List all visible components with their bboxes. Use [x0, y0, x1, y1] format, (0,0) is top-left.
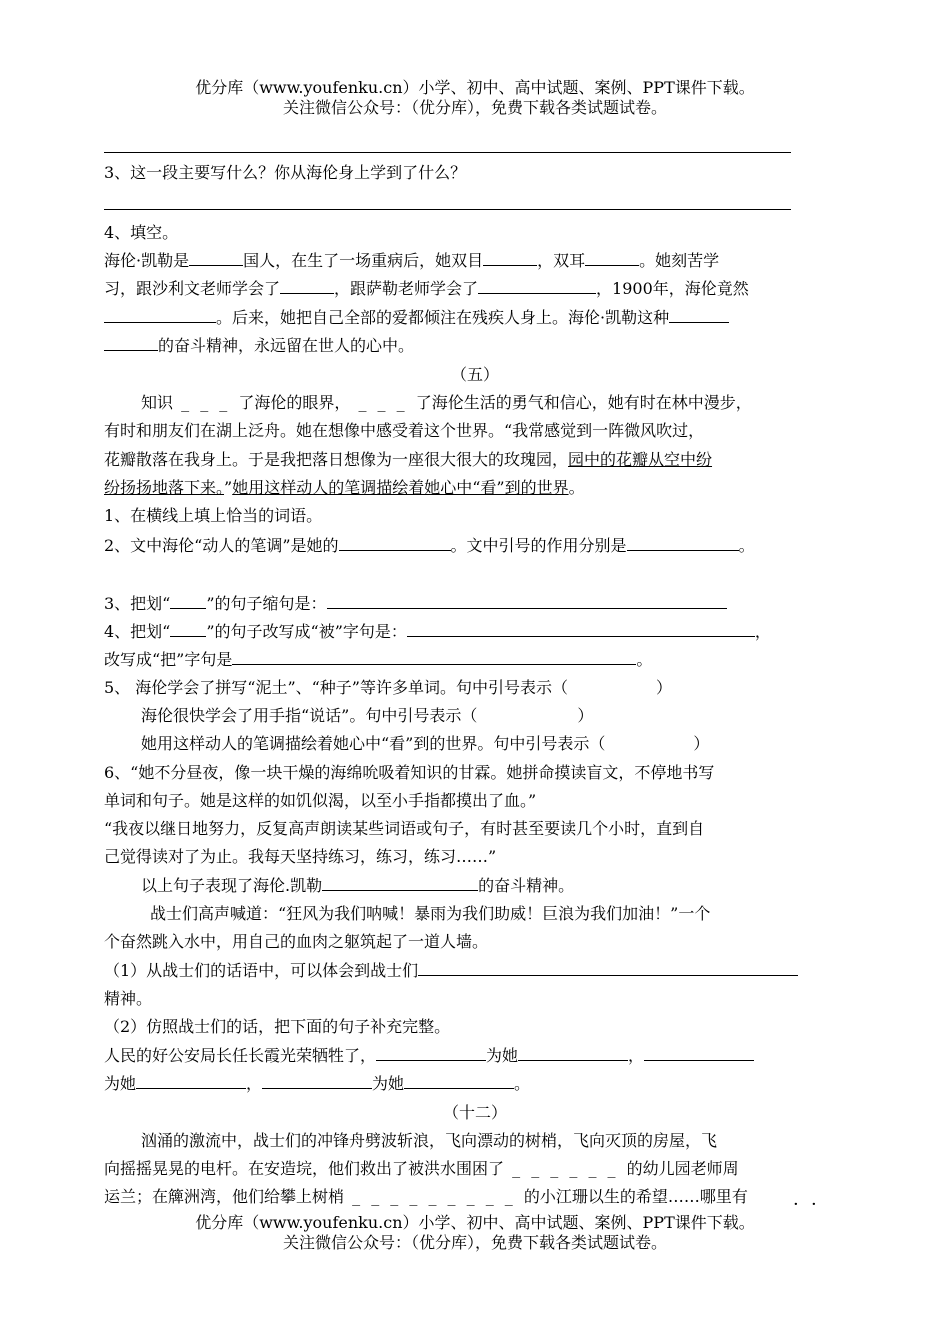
blank — [170, 592, 206, 609]
answer-line — [104, 209, 791, 210]
emphasis-dot: · — [811, 1194, 817, 1215]
question-5-line-2: 海伦很快学会了用手指“说话”。句中引号表示（ ） — [141, 706, 594, 725]
fill-line-3: 。后来，她把自己全部的爱都倾注在残疾人身上。海伦·凯勒这种 — [104, 305, 850, 331]
blank — [262, 1072, 372, 1089]
section-5-heading: （五） — [450, 365, 499, 384]
blank — [669, 306, 729, 323]
blank — [483, 249, 537, 266]
question-4-title: 4、填空。 — [104, 223, 179, 242]
blank — [407, 620, 755, 637]
blank — [136, 1072, 246, 1089]
passage-line: 战士们高声喊道：“狂风为我们呐喊！暴雨为我们助威！巨浪为我们加油！”一个 — [150, 904, 711, 923]
dash-blank: _ _ _ _ _ _ _ _ _ — [344, 1187, 524, 1206]
blank — [478, 277, 596, 294]
blank — [232, 648, 636, 665]
blank — [376, 1044, 486, 1061]
passage-line: 知识 _ _ _ 了海伦的眼界， _ _ _ 了海伦生活的勇气和信心，她有时在林中漫步， — [141, 393, 752, 412]
passage-line: 向摇摇晃晃的电杆。在安造垸，他们救出了被洪水围困了 _ _ _ _ _ _ 的幼儿园老师周 — [104, 1159, 739, 1178]
blank — [418, 959, 798, 976]
question-1: （1）从战士们的话语中，可以体会到战士们 — [104, 958, 850, 984]
passage-line: 运兰；在簰洲湾，他们给攀上树梢 _ _ _ _ _ _ _ _ _ 的小江珊以生的希望……哪里有 — [104, 1187, 748, 1206]
question-6-line: 以上句子表现了海伦.凯勒 的奋斗精神。 — [141, 876, 575, 895]
passage-line: 纷扬扬地落下来。”她用这样动人的笔调描绘着她心中“看”到的世界。 — [104, 478, 585, 497]
dash-blank: _ _ _ — [173, 393, 239, 412]
footer-line-2: 关注微信公众号：（优分库），免费下载各类试题试卷。 — [282, 1233, 667, 1252]
blank — [189, 249, 243, 266]
blank — [644, 1044, 754, 1061]
blank — [339, 534, 451, 551]
blank — [627, 534, 739, 551]
question-6-line: 己觉得读对了为止。我每天坚持练习，练习，练习……” — [104, 847, 497, 866]
completion-line-1: 人民的好公安局长任长霞光荣牺牲了， 为她 ， — [104, 1043, 850, 1069]
blank — [104, 306, 216, 323]
blank — [280, 277, 334, 294]
passage-line: 个奋然跳入水中，用自己的血肉之躯筑起了一道人墙。 — [104, 932, 489, 951]
question-6-line: 单词和句子。她是这样的如饥似渴，以至小手指都摸出了血。” — [104, 791, 537, 810]
footer-line-1: 优分库（www.youfenku.cn）小学、初中、高中试题、案例、PPT课件下载。 — [195, 1213, 755, 1232]
answer-line — [104, 152, 791, 153]
blank — [327, 592, 727, 609]
blank — [585, 249, 639, 266]
question-1-cont: 精神。 — [104, 989, 153, 1008]
question-1: 1、在横线上填上恰当的词语。 — [104, 506, 323, 525]
blank — [404, 1072, 514, 1089]
question-6-line: 6、“她不分昼夜，像一块干燥的海绵吮吸着知识的甘霖。她拼命摸读盲文，不停地书写 — [104, 763, 715, 782]
question-3: 3、把划“ ”的句子缩句是： — [104, 591, 850, 617]
fill-line-1: 海伦·凯勒是 国人，在生了一场重病后，她双目 ，双耳 。她刻苦学 — [104, 251, 720, 270]
question-6-line: “我夜以继日地努力，反复高声朗读某些词语或句子，有时甚至要读几个小时，直到自 — [104, 819, 705, 838]
blank — [170, 620, 206, 637]
question-4: 4、把划“ ”的句子改写成“被”字句是： ， — [104, 622, 771, 641]
blank — [104, 334, 158, 351]
question-5-line-3: 她用这样动人的笔调描绘着她心中“看”到的世界。句中引号表示（ ） — [141, 734, 710, 753]
fill-line-4: 的奋斗精神，永远留在世人的心中。 — [104, 333, 850, 359]
question-4-cont: 改写成“把”字句是 。 — [104, 650, 653, 669]
passage-line: 汹涌的激流中，战士们的冲锋舟劈波斩浪，飞向漂动的树梢，飞向灭顶的房屋，飞 — [141, 1131, 718, 1150]
underlined-sentence: 纷扬扬地落下来。 — [104, 478, 225, 497]
header-line-1: 优分库（www.youfenku.cn）小学、初中、高中试题、案例、PPT课件下载。 — [195, 78, 755, 97]
dash-blank: _ _ _ — [350, 393, 416, 412]
blank — [518, 1044, 628, 1061]
section-12-heading: （十二） — [442, 1103, 507, 1122]
question-2: 2、文中海伦“动人的笔调”是她的 。文中引号的作用分别是 。 — [104, 536, 755, 555]
passage-line: 花瓣散落在我身上。于是我把落日想像为一座很大很大的玫瑰园，园中的花瓣从空中纷 — [104, 450, 713, 469]
fill-line-2: 习，跟沙利文老师学会了 ，跟萨勒老师学会了 ，1900年，海伦竟然 — [104, 279, 749, 298]
blank — [322, 874, 478, 891]
completion-line-2: 为她 ， 为她 。 — [104, 1074, 531, 1093]
question-3: 3、这一段主要写什么？你从海伦身上学到了什么？ — [104, 163, 467, 182]
question-2: （2）仿照战士们的话，把下面的句子补充完整。 — [104, 1017, 451, 1036]
question-5-line-1: 5、 海伦学会了拼写“泥土”、“种子”等许多单词。句中引号表示（ ） — [104, 678, 673, 697]
underlined-sentence: 园中的花瓣从空中纷 — [568, 450, 713, 469]
emphasis-dot: · — [793, 1194, 799, 1215]
header-line-2: 关注微信公众号：（优分库），免费下载各类试题试卷。 — [282, 98, 667, 117]
dash-blank: _ _ _ _ _ _ — [504, 1159, 627, 1178]
underlined-sentence: 她用这样动人的笔调描绘着她心中“看”到的世界 — [232, 478, 569, 497]
passage-line: 有时和朋友们在湖上泛舟。她在想像中感受着这个世界。“我常感觉到一阵微风吹过， — [104, 421, 705, 440]
